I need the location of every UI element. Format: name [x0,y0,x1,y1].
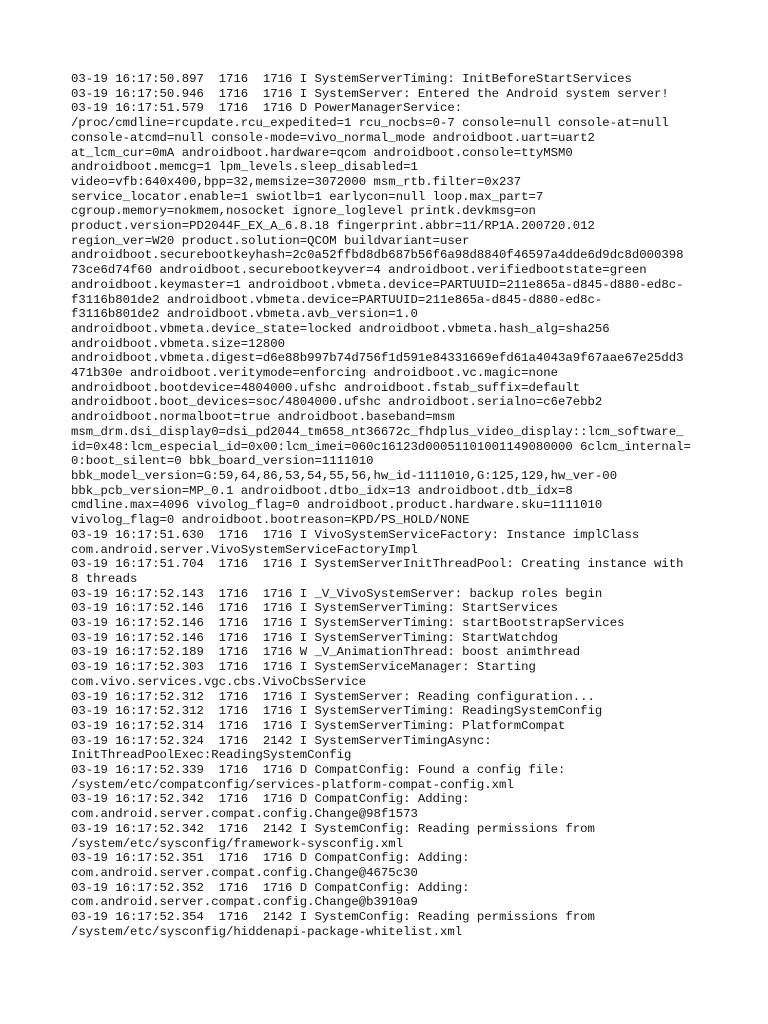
log-line: com.android.server.compat.config.Change@98f1573 [71,807,418,822]
log-line: region_ver=W20 product.solution=QCOM buildvariant=user [71,233,470,248]
log-line: androidboot.vbmeta.size=12800 [71,336,286,351]
log-line: /system/etc/compatconfig/services-platform-compat-config.xml [71,777,514,792]
log-line: cmdline.max=4096 vivolog_flag=0 androidboot.product.hardware.sku=1111010 [71,498,603,513]
log-line: androidboot.bootdevice=4804000.ufshc androidboot.fstab_suffix=default [71,380,581,395]
log-line: 03-19 16:17:52.342 1716 1716 D CompatConfig: Adding: [71,792,470,807]
log-line: 03-19 16:17:51.579 1716 1716 D PowerManagerService: [71,101,463,116]
log-line: com.android.server.compat.config.Change@4675c30 [71,865,418,880]
log-line: bbk_model_version=G:59,64,86,53,54,55,56,hw_id-1111010,G:125,129,hw_ver-00 [71,468,618,483]
log-line: 03-19 16:17:51.704 1716 1716 I SystemServerInitThreadPool: Creating instance with [71,557,684,572]
log-line: androidboot.securebootkeyhash=2c0a52ffbd8db687b56f6a98d8840f46597a4dde6d9dc8d000398 [71,248,684,263]
log-line: androidboot.boot_devices=soc/4804000.ufshc androidboot.serialno=c6e7ebb2 [71,395,603,410]
log-line: 03-19 16:17:52.146 1716 1716 I SystemServerTiming: StartWatchdog [71,630,559,645]
log-line: /system/etc/sysconfig/framework-sysconfig.xml [71,836,404,851]
log-line: f3116b801de2 androidboot.vbmeta.device=PARTUUID=211e865a-d845-d880-ed8c- [71,292,603,307]
log-line: androidboot.normalboot=true androidboot.baseband=msm [71,410,455,425]
log-line: bbk_pcb_version=MP_0.1 androidboot.dtbo_idx=13 androidboot.dtb_idx=8 [71,483,573,498]
log-line: /proc/cmdline=rcupdate.rcu_expedited=1 rcu_nocbs=0-7 console=null console-at=null [71,116,669,131]
log-line: 8 threads [71,571,138,586]
log-line: 03-19 16:17:50.946 1716 1716 I SystemServer: Entered the Android system server! [71,86,669,101]
log-line: 03-19 16:17:52.143 1716 1716 I _V_VivoSystemServer: backup roles begin [71,586,603,601]
log-line: 03-19 16:17:51.630 1716 1716 I VivoSystemServiceFactory: Instance implClass [71,527,640,542]
log-line: 03-19 16:17:52.339 1716 1716 D CompatConfig: Found a config file: [71,763,566,778]
log-document [71,72,711,939]
log-line: video=vfb:640x400,bpp=32,memsize=3072000 msm_rtb.filter=0x237 [71,174,522,189]
log-line: 03-19 16:17:52.314 1716 1716 I SystemServerTiming: PlatformCompat [71,718,566,733]
log-line: 471b30e androidboot.veritymode=enforcing androidboot.vc.magic=none [71,366,559,381]
log-line: 0:boot_silent=0 bbk_board_version=1111010 [71,454,374,469]
log-line: 03-19 16:17:52.303 1716 1716 I SystemServiceManager: Starting [71,660,536,675]
log-line: androidboot.vbmeta.digest=d6e88b997b74d756f1d591e84331669efd61a4043a9f67aae67e25dd3 [71,351,684,366]
log-line: id=0x48:lcm_especial_id=0x00:lcm_imei=060c16123d00051101001149080000 6clcm_internal= [71,439,691,454]
log-line: com.vivo.services.vgc.cbs.VivoCbsService [71,674,367,689]
log-line: 03-19 16:17:52.312 1716 1716 I SystemServerTiming: ReadingSystemConfig [71,704,603,719]
log-line: 03-19 16:17:52.146 1716 1716 I SystemServerTiming: StartServices [71,601,559,616]
log-line: f3116b801de2 androidboot.vbmeta.avb_version=1.0 [71,307,418,322]
log-line: at_lcm_cur=0mA androidboot.hardware=qcom androidboot.console=ttyMSM0 [71,145,573,160]
log-line: 03-19 16:17:52.342 1716 2142 I SystemConfig: Reading permissions from [71,821,595,836]
log-line: msm_drm.dsi_display0=dsi_pd2044_tm658_nt36672c_fhdplus_video_display::lcm_software_ [71,424,684,439]
log-line: vivolog_flag=0 androidboot.bootreason=KPD/PS_HOLD/NONE [71,513,470,528]
log-line: console-atcmd=null console-mode=vivo_normal_mode androidboot.uart=uart2 [71,130,595,145]
log-line: 03-19 16:17:52.312 1716 1716 I SystemServer: Reading configuration... [71,689,595,704]
log-line: InitThreadPoolExec:ReadingSystemConfig [71,748,352,763]
log-line: androidboot.memcg=1 lpm_levels.sleep_disabled=1 [71,160,418,175]
log-line: 03-19 16:17:52.351 1716 1716 D CompatConfig: Adding: [71,851,470,866]
log-line: 03-19 16:17:52.352 1716 1716 D CompatConfig: Adding: [71,880,470,895]
log-line: product.version=PD2044F_EX_A_6.8.18 fingerprint.abbr=11/RP1A.200720.012 [71,219,595,234]
log-line: 73ce6d74f60 androidboot.securebootkeyver=4 androidboot.verifiedbootstate=green [71,263,647,278]
log-line: 03-19 16:17:52.354 1716 2142 I SystemConfig: Reading permissions from [71,910,595,925]
log-line: 03-19 16:17:50.897 1716 1716 I SystemServerTiming: InitBeforeStartServices [71,72,632,86]
log-line: /system/etc/sysconfig/hiddenapi-package-whitelist.xml [71,924,463,939]
log-line: com.android.server.VivoSystemServiceFactoryImpl [71,542,418,557]
log-line: com.android.server.compat.config.Change@b3910a9 [71,895,418,910]
log-line: androidboot.vbmeta.device_state=locked androidboot.vbmeta.hash_alg=sha256 [71,321,610,336]
log-line: 03-19 16:17:52.324 1716 2142 I SystemServerTimingAsync: [71,733,492,748]
log-line: service_locator.enable=1 swiotlb=1 earlycon=null loop.max_part=7 [71,189,544,204]
log-line: androidboot.keymaster=1 androidboot.vbmeta.device=PARTUUID=211e865a-d845-d880-ed8c- [71,277,684,292]
log-line: cgroup.memory=nokmem,nosocket ignore_loglevel printk.devkmsg=on [71,204,536,219]
log-line: 03-19 16:17:52.146 1716 1716 I SystemServerTiming: startBootstrapServices [71,616,625,631]
log-line: 03-19 16:17:52.189 1716 1716 W _V_AnimationThread: boost animthread [71,645,581,660]
